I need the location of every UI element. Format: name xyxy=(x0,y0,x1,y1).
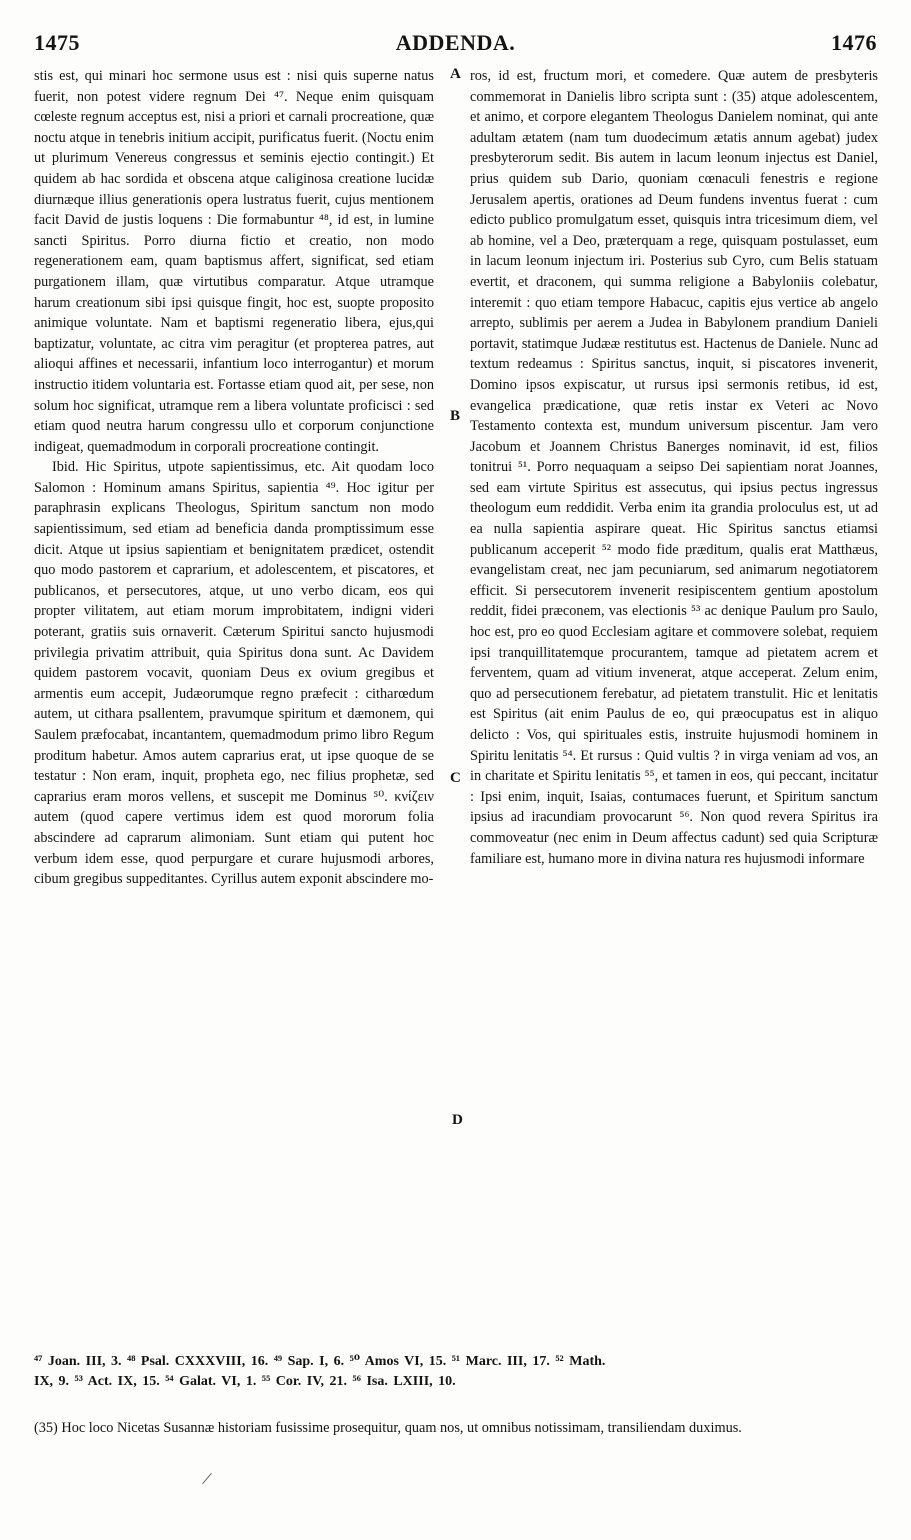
margin-marker-c: C xyxy=(450,770,461,786)
page-header xyxy=(34,30,877,60)
scripture-references xyxy=(34,1352,877,1392)
stray-pen-mark xyxy=(202,1473,212,1484)
editor-footnote xyxy=(34,1418,877,1438)
footnote-text: (35) Hoc loco Nicetas Susannæ historiam fusissime prosequitur, quam nos, ut omnibus notissimam, transiliendam duximus. xyxy=(34,1420,742,1436)
margin-marker-d: D xyxy=(452,1112,463,1128)
right-column xyxy=(470,66,878,869)
page-number-left: 1475 xyxy=(34,30,80,55)
right-paragraph-1: ros, id est, fructum mori, et comedere. Quæ autem de presbyteris commemorat in Danielis libro scripta sunt : (35) atque adolescentem, et animo, et corpore elegantem Theologus Danielem nominat, qui ante adultam ætatem (nam tum duodecimum ætatis annum agebat) judex presbyterorum sedit. Bis autem in lacum leonum injectus est Daniel, prius quidem sub Dario, quoniam cœnaculi fenestris e regione Jerusalem apertis, orationes ad Deum fundens inventus fuerat : cum edicto publico promulgatum esset, quisquis intra tricesimum diem, vel ab homine, vel a Deo, præterquam a rege, quisquam postulasset, eum in lacum leonum injectum iri. Posterius sub Cyro, cum Belis statuam evertit, et draconem, qui summa religione a Babyloniis colebatur, interemit : quo etiam tempore Habacuc, capitis ejus vertice ab angelo arrepto, sublimis per aerem a Judea in Babylonem prandium Danieli portavit, statimque Judææ restitutus est. Hactenus de Daniele. Nunc ad textum redeamus : Spiritus sanctus, inquit, si piscatores invenerit, Domino ipsos expiscatur, ut rursus ipsi sermonis retibus, id est, evangelica prædicatione, quæ retis instar ex Veteri ac Novo Testamento contexta est, mundum universum piscentur. Jam vero Jacobum et Joannem Christus Banerges nominavit, id est, filios tonitrui ⁵¹. Porro nequaquam a seipso Dei sapientiam norat Joannes, sed eam virtute Spiritus est assecutus, qui ipsius pectus ingressus theologum eum reddidit. Verba enim ita grandia proloculus est, ut ad ea nulla sapientia aspirare queat. Hic Spiritus sanctus etiamsi publicanum acceperit ⁵² modo fide præditum, qualis erat Matthæus, evangelistam creat, nec jam pecuniarum, sed animarum negotiatorem efficit. Si persecutorem invenerit resipiscentem gentium apostolum reddit, fidei præconem, vas electionis ⁵³ ac denique Paulum pro Saulo, hoc est, pro eo quod Ecclesiam agitare et commovere solebat, requiem ipsi tranquillitatemque procurantem, tamque ad pietatem acrem et ferventem, quam ad vitium invenerat, atque acceperat. Zelum enim, quo ad persecutionem ferebatur, ad pietatem transtulit. Hic et lenitatis est Spiritus (ait enim Paulus de eo, qui præocupatus est in aliquo delicto : Vos, qui spirituales estis, instruite hujusmodi hominem in Spiritu lenitatis ⁵⁴. Et rursus : Quid vultis ? in virga veniam ad vos, an in charitate et Spiritu lenitatis ⁵⁵, et tamen in eos, qui peccant, incitatur : Ipsi enim, inquit, Isaias, contumaces fuerunt, et Spiritum sanctum ipsius ad iracundiam provocarunt ⁵⁶. Non quod revera Spiritus ira commoveatur (nec enim in Deum affectus cadunt) sed quia Scripturæ familiare est, humano more in divina natura res hujusmodi informare xyxy=(470,68,878,867)
references-line-1: ⁴⁷ Joan. III, 3. ⁴⁸ Psal. CXXXVIII, 16. ⁴⁹ Sap. I, 6. ⁵⁰ Amos VI, 15. ⁵¹ Marc. III, 17. ⁵² Math. xyxy=(34,1354,606,1369)
left-column xyxy=(34,66,434,890)
margin-marker-b: B xyxy=(450,408,461,424)
left-paragraph-2: Ibid. Hic Spiritus, utpote sapientissimus, etc. Ait quodam loco Salomon : Hominum amans Spiritus, sapientia ⁴⁹. Hoc igitur per paraphrasin explicans Theologus, Spiritum sanctum non modo sapientissimum, sed etiam ad beneficia danda promptissimum esse dicit. Atque ut ipsius sapientiam et benignitatem prædicet, ostendit quo modo pastorem et caprarium, et adolescentem, et piscatores, et publicanos, et persecutores, atque, ut uno verbo dicam, eos qui propter vilitatem, aut etiam morum improbitatem, indigni videri poterant, gratiis suis ornaverit. Cæterum Spiritui sancto hujusmodi privilegia privatim attribuit, quia Spiritus dona sunt. Ac Davidem quidem pastorem vocavit, quoniam Deus ex ovium gregibus et armentis eum accepit, Judæorumque regno præfecit : citharœdum autem, ut cithara psallentem, pravumque spiritum et dæmonem, qui Saulem præfocabat, incantantem, quemadmodum primo libro Regum proditum habetur. Amos autem caprarius erat, ut ipse quoque de se testatur : Non eram, inquit, propheta ego, nec filius prophetæ, sed caprarius eram moros vellens, et suscepit me Dominus ⁵⁰. κνίζειν autem (quod capere vertimus idem est quod mororum folia abscindere ad caprarum alimoniam. Sunt etiam qui putent hoc verbum idem esse, quod perpurgare et curare hujusmodi arbores, cibum gregibus suppeditantes. Cyrillus autem exponit abscindere mo- xyxy=(34,459,434,888)
margin-marker-a: A xyxy=(450,66,461,82)
left-paragraph-1: stis est, qui minari hoc sermone usus est : nisi quis superne natus fuerit, non potest videre regnum Dei ⁴⁷. Neque enim quisquam cœleste regnum acceptus est, nisi a priori et carnali procreatione, quæ noctu atque in tenebris initium accipit, purificatus fuerit. (Noctu enim ut plurimum Venereus congressus et seminis ejectio contingit.) Et quidem ab hac sordida et obscena atque caliginosa creatione lucidæ diurnæque illius generationis opera lustratus fuerit, cujus mentionem facit David de justis loquens : Die formabuntur ⁴⁸, id est, in lumine sancti Spiritus. Porro diurna fictio et creatio, non modo regenerationem eam, quam baptismus affert, significat, sed etiam purgationem illam, quæ virtutibus comparatur. Atque utramque harum creationum sibi ipsi quisque fingit, hoc est, suopte proposito animique voluntate. Nam et baptismi regeneratio libera, ejus,qui baptizatur, voluntate, ac citra vim peragitur (et propterea patres, aut alioqui affines et necessarii, infantium loco interrogantur) et morum instructio itidem voluntaria est. Fortasse etiam quod ait, per sese, non solum hoc significat, utramque rem a libera voluntate proficisci : sed etiam quod neutra harum congressu ullo et corporum conjunctione indigeat, quemadmodum in corporali procreatione contingit. xyxy=(34,68,434,455)
running-title: ADDENDA. xyxy=(395,30,516,55)
page-number-right: 1476 xyxy=(831,30,877,55)
references-line-2: IX, 9. ⁵³ Act. IX, 15. ⁵⁴ Galat. VI, 1. ⁵⁵ Cor. IV, 21. ⁵⁶ Isa. LXIII, 10. xyxy=(34,1374,456,1389)
